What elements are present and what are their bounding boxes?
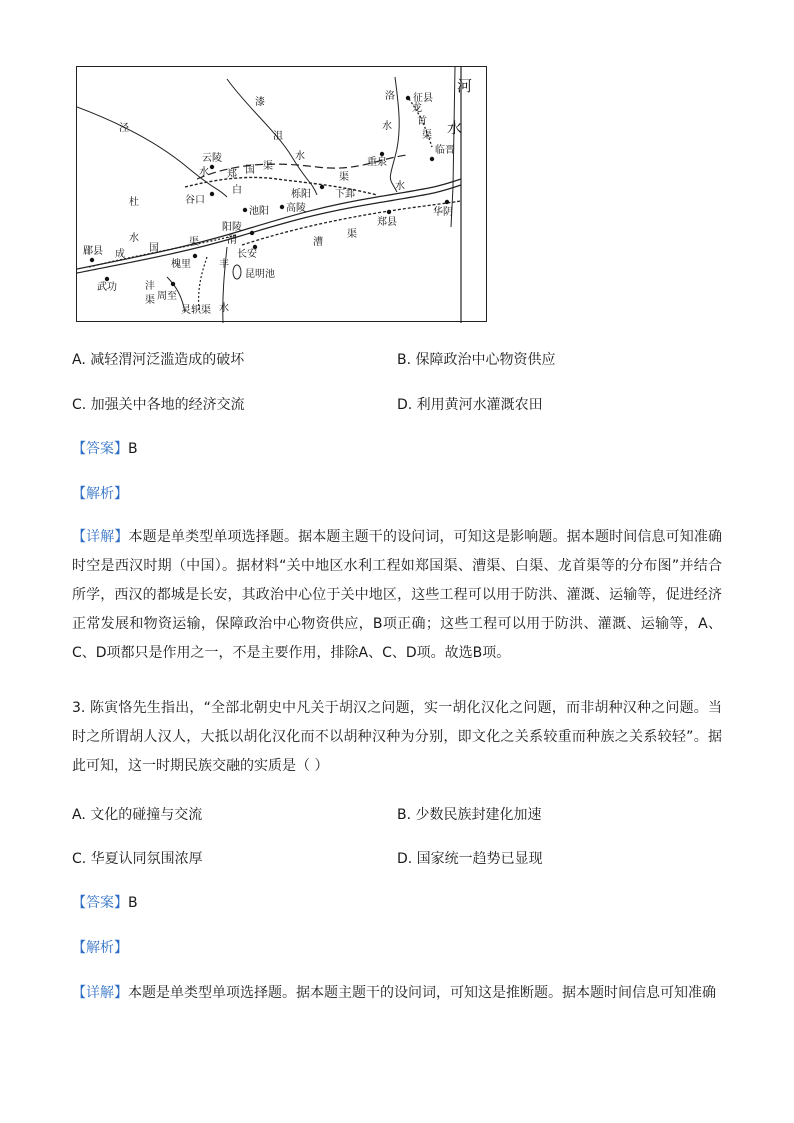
detail-text: 本题是单类型单项选择题。据本题主题干的设问词，可知这是影响题。据本题时间信息可知准确时空是西汉时期（中国）。据材料“关中地区水利工程如郑国渠、漕渠、白渠、龙首渠等的分布图”并结合所学，西汉的都城是长安，其政治中心位于关中地区，这些工程可以用于防洪、灌溉、运输等，促进经济正常发展和物资运输，保障政治中心物资供应，B项正确；这些工程可以用于防洪、灌溉、运输等，A、C、D项都只是作用之一，不是主要作用，排除A、C、D项。故选B项。	[72, 529, 723, 661]
map-label: 渠	[145, 295, 155, 306]
q2-option-b: B. 保障政治中心物资供应	[397, 352, 556, 368]
map-label: 水	[447, 119, 463, 137]
map-label: 成	[115, 249, 125, 260]
map-label: 龙	[412, 103, 422, 114]
map-label: 水	[129, 233, 139, 244]
map-label: 郿县	[83, 246, 103, 257]
map-label: 首	[417, 116, 427, 127]
canal-map	[76, 66, 487, 322]
map-label: 沣	[145, 281, 155, 292]
map-label: 谷口	[185, 195, 205, 206]
q2-option-c: C. 加强关中各地的经济交流	[72, 397, 245, 413]
detail-text: 本题是单类型单项选择题。据本题主题干的设问词，可知这是推断题。据本题时间信息可知准确	[128, 985, 716, 1001]
analysis-tag: 【解析】	[72, 486, 128, 502]
map-label: 漕	[313, 237, 323, 248]
q3-detail	[72, 979, 722, 1008]
map-label: 国	[245, 165, 255, 176]
map-label: 阳陵	[222, 222, 242, 233]
map-label: 渠	[263, 161, 273, 172]
map-label: 国	[149, 243, 159, 254]
q2-option-d: D. 利用黄河水灌溉农田	[397, 397, 543, 413]
map-label: 周至	[157, 291, 177, 302]
map-label: 昆明池	[245, 269, 275, 280]
map-label: 渠	[422, 130, 432, 141]
map-label: 云陵	[202, 153, 222, 164]
q3-stem: 3. 陈寅恪先生指出，“全部北朝史中凡关于胡汉之问题，实一胡化汉化之问题，而非胡种汉种之问题。当时之所谓胡人汉人，大抵以胡化汉化而不以胡种汉种为分别，即文化之关系较重而种族之关系较轻”。据此可知，这一时期民族交融的实质是（ ）	[72, 700, 722, 774]
map-label: 华阴	[433, 207, 453, 218]
map-label: 渭	[227, 235, 237, 246]
map-label: 临晋	[435, 145, 455, 156]
map-label: 郑	[227, 169, 237, 180]
map-label: 水	[295, 151, 305, 162]
map-label: 池阳	[249, 206, 269, 217]
map-label: 渠	[339, 172, 349, 183]
map-drawing	[77, 67, 488, 323]
map-label: 重泉	[367, 157, 387, 168]
map-label: 槐里	[171, 259, 191, 270]
map-label: 白	[232, 185, 242, 196]
q3-option-c: C. 华夏认同氛围浓厚	[72, 851, 203, 867]
map-label: 洛	[385, 91, 395, 102]
analysis-tag: 【解析】	[72, 940, 128, 956]
map-label: 水	[382, 121, 392, 132]
answer-value: B	[128, 895, 138, 911]
detail-tag: 【详解】	[72, 529, 129, 545]
map-label: 长安	[237, 249, 257, 260]
map-label: 郑县	[377, 217, 397, 228]
map-label: 栎阳	[291, 189, 311, 200]
map-label: 征县	[413, 93, 433, 104]
map-label: 渠	[347, 229, 357, 240]
map-label: 水	[219, 303, 229, 314]
map-label: 渠	[189, 237, 199, 248]
map-label: 高陵	[286, 203, 306, 214]
detail-tag: 【详解】	[72, 985, 128, 1001]
map-label: 水	[395, 181, 405, 192]
q3-option-b: B. 少数民族封建化加速	[397, 807, 542, 823]
answer-value: B	[128, 441, 138, 457]
answer-tag: 【答案】	[72, 441, 128, 457]
map-label: 水	[199, 167, 209, 178]
map-label: 下邽	[335, 189, 355, 200]
map-label: 沮	[273, 131, 283, 142]
map-label: 河	[457, 77, 473, 95]
q3-analysis-line	[72, 941, 722, 955]
map-label: 武功	[97, 282, 117, 293]
q3-option-a: A. 文化的碰撞与交流	[72, 807, 203, 823]
q2-option-a: A. 减轻渭河泛滥造成的破坏	[72, 352, 245, 368]
q3-answer-line	[72, 896, 722, 910]
q3-option-d: D. 国家统一趋势已显现	[397, 851, 543, 867]
map-label: 灵轵渠	[181, 305, 211, 316]
map-label: 丰	[219, 259, 229, 270]
q2-answer-line	[72, 442, 722, 456]
answer-tag: 【答案】	[72, 895, 128, 911]
map-label: 杜	[129, 197, 139, 208]
q2-analysis-line	[72, 487, 722, 501]
map-label: 泾	[119, 123, 129, 134]
map-label: 漆	[255, 97, 265, 108]
q2-detail	[72, 523, 722, 668]
